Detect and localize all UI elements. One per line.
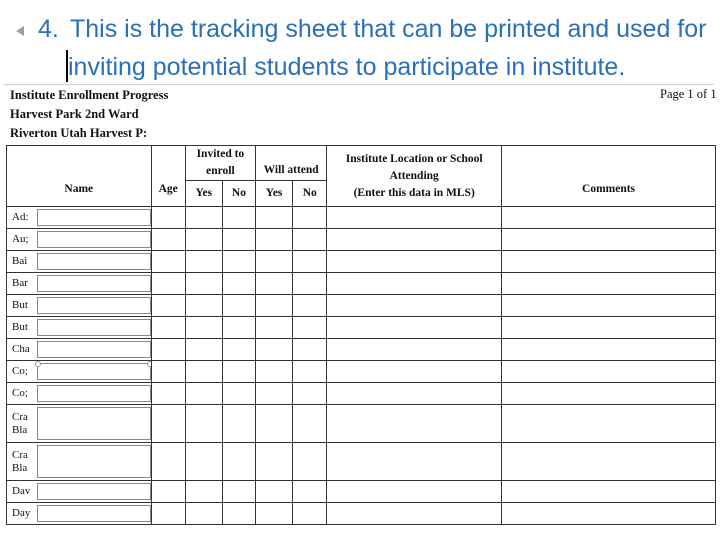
invited-no-cell[interactable] — [222, 443, 255, 481]
header-location-line-2: Attending — [389, 169, 439, 182]
invited-no-cell[interactable] — [222, 361, 255, 383]
invited-no-cell[interactable] — [222, 295, 255, 317]
document-top-border — [4, 84, 714, 85]
age-cell[interactable] — [151, 481, 185, 503]
name-text: Dav — [12, 485, 31, 497]
table-row — [7, 251, 716, 273]
document-title-line-2: Harvest Park 2nd Ward — [10, 107, 139, 121]
invited-yes-cell[interactable] — [185, 383, 222, 405]
attend-yes-cell[interactable] — [256, 361, 293, 383]
attend-yes-cell[interactable] — [256, 481, 293, 503]
resize-handle-icon[interactable] — [147, 361, 152, 367]
invited-no-cell[interactable] — [222, 229, 255, 251]
comments-cell[interactable] — [502, 273, 716, 295]
invited-no-cell[interactable] — [222, 317, 255, 339]
attend-no-cell[interactable] — [293, 207, 327, 229]
location-cell[interactable] — [327, 481, 502, 503]
comments-cell[interactable] — [502, 481, 716, 503]
header-attend-yes: Yes — [256, 181, 293, 207]
age-cell[interactable] — [151, 339, 185, 361]
attend-no-cell[interactable] — [293, 229, 327, 251]
age-cell[interactable] — [151, 443, 185, 481]
document-title-line-3: Riverton Utah Harvest P: — [10, 126, 148, 140]
attend-no-cell[interactable] — [293, 361, 327, 383]
table-row — [7, 405, 716, 443]
attend-yes-cell[interactable] — [256, 295, 293, 317]
header-invited-yes: Yes — [185, 181, 222, 207]
name-cell[interactable] — [7, 339, 152, 361]
name-text-box[interactable] — [37, 505, 151, 522]
name-text-box[interactable] — [37, 319, 151, 336]
comments-cell[interactable] — [502, 339, 716, 361]
invited-yes-cell[interactable] — [185, 295, 222, 317]
attend-yes-cell[interactable] — [256, 317, 293, 339]
header-name-label: Name — [64, 182, 94, 195]
header-location — [327, 146, 502, 207]
location-cell[interactable] — [327, 443, 502, 481]
header-comments-label: Comments — [582, 182, 636, 195]
document-header — [10, 86, 168, 143]
invited-no-cell[interactable] — [222, 273, 255, 295]
name-text-box[interactable] — [37, 385, 151, 402]
table-row — [7, 229, 716, 251]
invited-no-cell[interactable] — [222, 207, 255, 229]
name-text-box[interactable] — [37, 483, 151, 500]
name-text: Cra Bla — [12, 448, 28, 474]
header-location-line-1: Institute Location or School — [345, 152, 483, 165]
name-text-box[interactable] — [37, 209, 151, 226]
invited-yes-cell[interactable] — [185, 503, 222, 525]
header-age — [151, 146, 185, 207]
location-cell[interactable] — [327, 361, 502, 383]
name-text-box[interactable] — [37, 275, 151, 292]
attend-yes-cell[interactable] — [256, 383, 293, 405]
location-cell[interactable] — [327, 229, 502, 251]
name-cell[interactable] — [7, 361, 152, 383]
attend-no-cell[interactable] — [293, 503, 327, 525]
name-text-box[interactable] — [37, 253, 151, 270]
table-row — [7, 295, 716, 317]
attend-no-cell[interactable] — [293, 383, 327, 405]
invited-no-cell[interactable] — [222, 339, 255, 361]
location-cell[interactable] — [327, 383, 502, 405]
location-cell[interactable] — [327, 251, 502, 273]
table-row — [7, 273, 716, 295]
name-cell[interactable] — [7, 443, 152, 481]
header-name — [7, 146, 152, 207]
table-row — [7, 361, 716, 383]
header-attend-no: No — [293, 181, 327, 207]
comments-cell[interactable] — [502, 317, 716, 339]
invited-yes-cell[interactable] — [185, 361, 222, 383]
age-cell[interactable] — [151, 207, 185, 229]
location-cell[interactable] — [327, 339, 502, 361]
name-cell[interactable] — [7, 229, 152, 251]
name-text-box[interactable] — [37, 363, 151, 380]
name-cell[interactable] — [7, 383, 152, 405]
table-row — [7, 339, 716, 361]
header-age-label: Age — [158, 182, 178, 195]
name-text: Ad: — [12, 211, 29, 223]
comments-cell[interactable] — [502, 405, 716, 443]
table-row — [7, 383, 716, 405]
bullet-triangle-icon — [16, 26, 24, 36]
age-cell[interactable] — [151, 383, 185, 405]
name-text-box[interactable] — [37, 341, 151, 358]
attend-no-cell[interactable] — [293, 317, 327, 339]
bullet-text-1: This is the tracking sheet that can be printed and used for — [70, 15, 707, 43]
age-cell[interactable] — [151, 295, 185, 317]
age-cell[interactable] — [151, 405, 185, 443]
name-text-box[interactable] — [37, 231, 151, 248]
name-text: Au; — [12, 233, 29, 245]
header-will-attend-label: Will attend — [263, 163, 319, 176]
attend-yes-cell[interactable] — [256, 207, 293, 229]
invited-yes-cell[interactable] — [185, 317, 222, 339]
comments-cell[interactable] — [502, 295, 716, 317]
attend-no-cell[interactable] — [293, 273, 327, 295]
invited-no-cell[interactable] — [222, 251, 255, 273]
location-cell[interactable] — [327, 317, 502, 339]
name-text-box[interactable] — [37, 445, 151, 478]
attend-yes-cell[interactable] — [256, 443, 293, 481]
name-text: But — [12, 321, 28, 333]
header-comments — [502, 146, 716, 207]
name-text: Bai — [12, 255, 28, 267]
invited-no-cell[interactable] — [222, 481, 255, 503]
table-row — [7, 317, 716, 339]
invited-no-cell[interactable] — [222, 503, 255, 525]
table-row — [7, 207, 716, 229]
comments-cell[interactable] — [502, 383, 716, 405]
name-cell[interactable] — [7, 273, 152, 295]
age-cell[interactable] — [151, 229, 185, 251]
tracking-sheet-table — [6, 145, 716, 525]
attend-yes-cell[interactable] — [256, 405, 293, 443]
name-cell[interactable] — [7, 503, 152, 525]
comments-cell[interactable] — [502, 229, 716, 251]
name-cell[interactable] — [7, 295, 152, 317]
bullet-number: 4. — [38, 15, 59, 43]
table-row — [7, 503, 716, 525]
location-cell[interactable] — [327, 405, 502, 443]
slide-bullet-line-2: inviting potential students to participate in institute. — [68, 53, 626, 81]
resize-handle-icon[interactable] — [35, 361, 41, 367]
location-cell[interactable] — [327, 503, 502, 525]
invited-yes-cell[interactable] — [185, 229, 222, 251]
document-title-line-1: Institute Enrollment Progress — [10, 88, 169, 102]
invited-yes-cell[interactable] — [185, 481, 222, 503]
text-cursor — [66, 50, 68, 82]
comments-cell[interactable] — [502, 361, 716, 383]
header-invited — [185, 146, 255, 181]
attend-no-cell[interactable] — [293, 339, 327, 361]
name-text: Cra Bla — [12, 410, 28, 436]
invited-no-cell[interactable] — [222, 405, 255, 443]
location-cell[interactable] — [327, 295, 502, 317]
name-text: Day — [12, 507, 31, 519]
invited-no-cell[interactable] — [222, 383, 255, 405]
age-cell[interactable] — [151, 251, 185, 273]
header-invited-no: No — [222, 181, 255, 207]
location-cell[interactable] — [327, 273, 502, 295]
attend-yes-cell[interactable] — [256, 251, 293, 273]
comments-cell[interactable] — [502, 251, 716, 273]
table-row — [7, 443, 716, 481]
comments-cell[interactable] — [502, 207, 716, 229]
name-cell[interactable] — [7, 405, 152, 443]
slide-bullet-line-1 — [38, 10, 718, 48]
invited-yes-cell[interactable] — [185, 207, 222, 229]
name-cell[interactable] — [7, 317, 152, 339]
table-row — [7, 481, 716, 503]
invited-yes-cell[interactable] — [185, 251, 222, 273]
invited-yes-cell[interactable] — [185, 443, 222, 481]
attend-yes-cell[interactable] — [256, 503, 293, 525]
name-text: Bar — [12, 277, 28, 289]
attend-yes-cell[interactable] — [256, 229, 293, 251]
name-text: Cha — [12, 343, 30, 355]
name-text: Co; — [12, 365, 28, 377]
age-cell[interactable] — [151, 273, 185, 295]
attend-yes-cell[interactable] — [256, 273, 293, 295]
age-cell[interactable] — [151, 317, 185, 339]
comments-cell[interactable] — [502, 443, 716, 481]
name-cell[interactable] — [7, 251, 152, 273]
age-cell[interactable] — [151, 503, 185, 525]
header-invited-line-1: Invited to — [196, 148, 245, 160]
header-location-line-3: (Enter this data in MLS) — [353, 186, 475, 199]
invited-yes-cell[interactable] — [185, 339, 222, 361]
header-invited-line-2: enroll — [206, 165, 235, 177]
attend-no-cell[interactable] — [293, 481, 327, 503]
name-cell[interactable] — [7, 207, 152, 229]
name-text-box[interactable] — [37, 297, 151, 314]
page-number: Page 1 of 1 — [660, 87, 717, 101]
comments-cell[interactable] — [502, 503, 716, 525]
attend-no-cell[interactable] — [293, 251, 327, 273]
header-will-attend — [256, 146, 327, 181]
attend-yes-cell[interactable] — [256, 339, 293, 361]
slide-bullet-text[interactable] — [38, 10, 718, 86]
age-cell[interactable] — [151, 361, 185, 383]
name-text: But — [12, 299, 28, 311]
attend-no-cell[interactable] — [293, 405, 327, 443]
location-cell[interactable] — [327, 207, 502, 229]
name-text-box[interactable] — [37, 407, 151, 440]
attend-no-cell[interactable] — [293, 295, 327, 317]
name-text: Co; — [12, 387, 28, 399]
name-cell[interactable] — [7, 481, 152, 503]
invited-yes-cell[interactable] — [185, 273, 222, 295]
attend-no-cell[interactable] — [293, 443, 327, 481]
invited-yes-cell[interactable] — [185, 405, 222, 443]
